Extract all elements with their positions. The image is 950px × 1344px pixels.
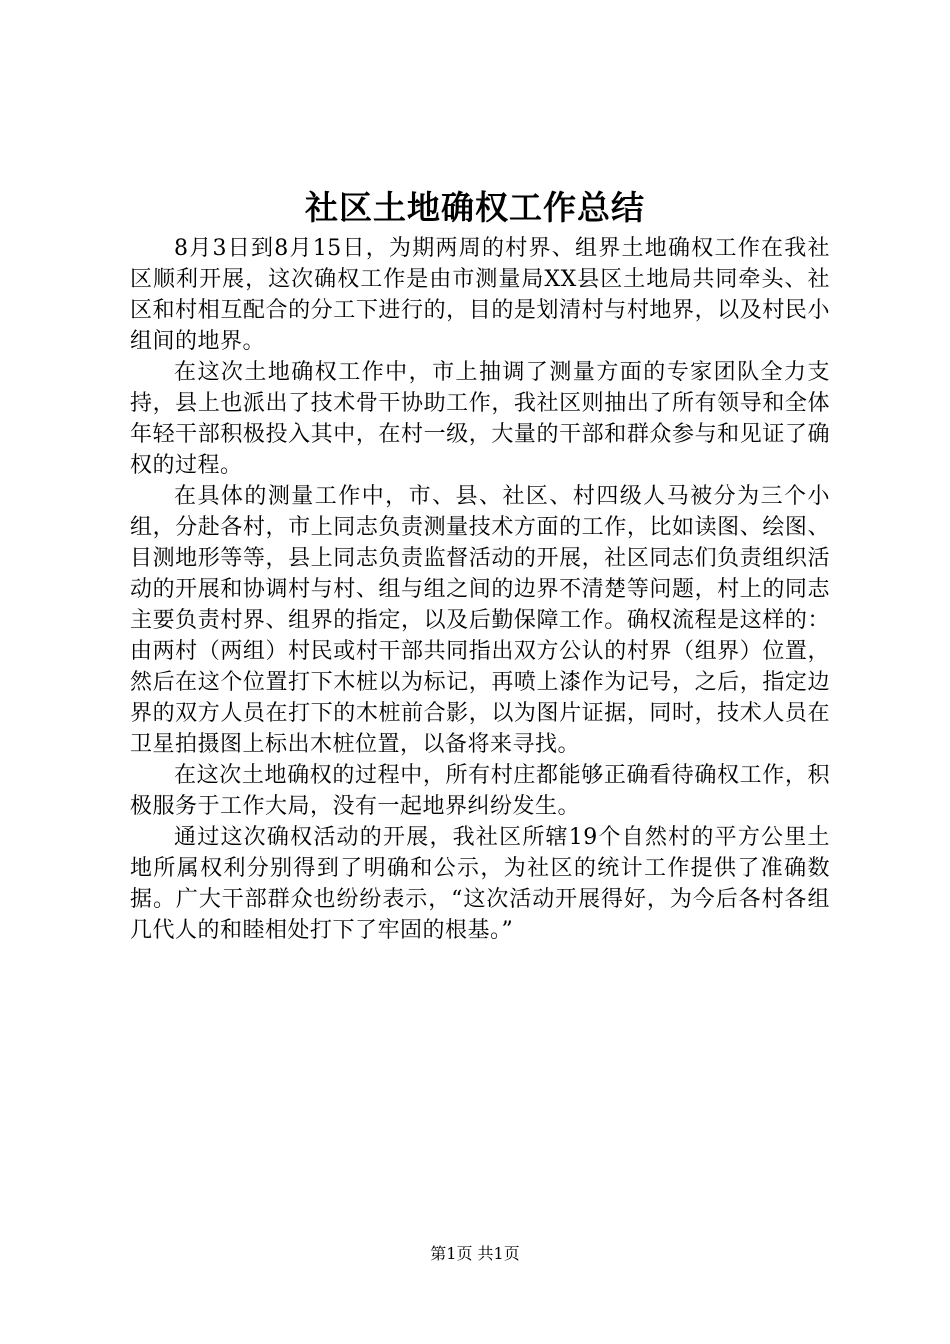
paragraph: 在具体的测量工作中，市、县、社区、村四级人马被分为三个小组，分赴各村，市上同志负责测量技术方面的工作，比如读图、绘图、目测地形等等，县上同志负责监督活动的开展，社区同志们负责组织活动的开展和协调村与村、组与组之间的边界不清楚等问题，村上的同志主要负责村界、组界的指定，以及后勤保障工作。确权流程是这样的：由两村（两组）村民或村干部共同指出双方公认的村界（组界）位置，然后在这个位置打下木桩以为标记，再喷上漆作为记号，之后，指定边界的双方人员在打下的木桩前合影，以为图片证据，同时，技术人员在卫星拍摄图上标出木桩位置，以备将来寻找。: [130, 484, 830, 757]
paragraph: 8月3日到8月15日，为期两周的村界、组界土地确权工作在我社区顺利开展，这次确权工作是由市测量局XX县区土地局共同牵头、社区和村相互配合的分工下进行的，目的是划清村与村地界，以及村民小组间的地界。: [130, 236, 830, 354]
page-footer: 第1页 共1页: [430, 1244, 520, 1263]
paragraph: 在这次土地确权的过程中，所有村庄都能够正确看待确权工作，积极服务于工作大局，没有一起地界纠纷发生。: [130, 763, 830, 819]
document-title: 社区土地确权工作总结: [305, 188, 645, 227]
paragraph: 在这次土地确权工作中，市上抽调了测量方面的专家团队全力支持，县上也派出了技术骨干协助工作，我社区则抽出了所有领导和全体年轻干部积极投入其中，在村一级，大量的干部和群众参与和见证了确权的过程。: [130, 360, 830, 478]
paragraph: 通过这次确权活动的开展，我社区所辖19个自然村的平方公里土地所属权利分别得到了明确和公示，为社区的统计工作提供了准确数据。广大干部群众也纷纷表示，“这次活动开展得好，为今后各村各组几代人的和睦相处打下了牢固的根基。”: [130, 825, 830, 943]
document-body: [130, 233, 830, 946]
